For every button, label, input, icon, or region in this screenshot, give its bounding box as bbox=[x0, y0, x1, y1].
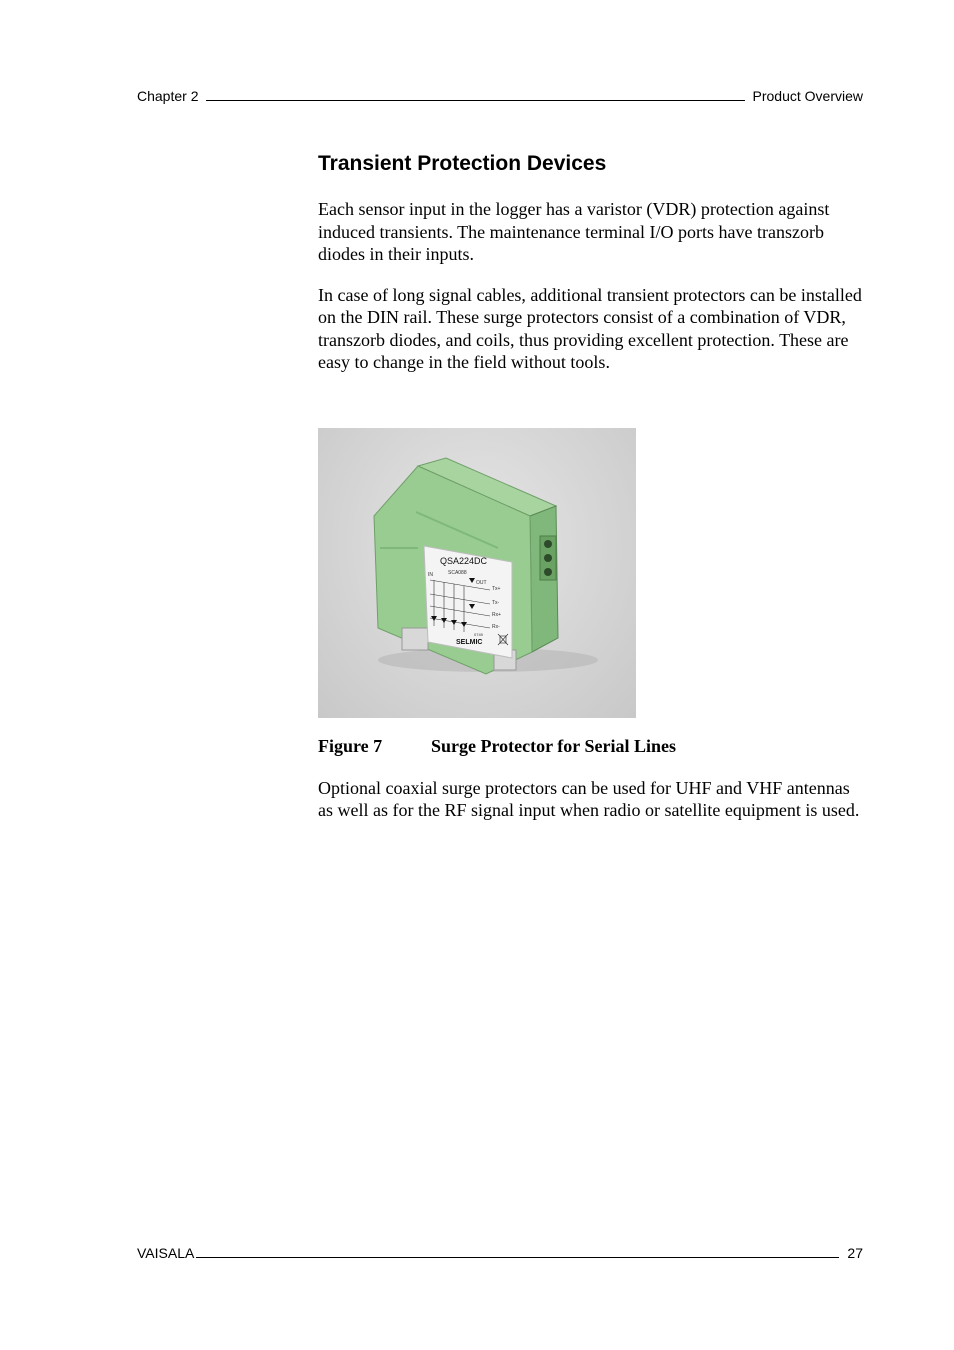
page-footer bbox=[137, 1244, 863, 1261]
figure-caption bbox=[318, 736, 868, 757]
surge-protector-photo bbox=[318, 428, 636, 718]
label-code2: 0749 bbox=[474, 631, 483, 637]
page-number: 27 bbox=[847, 1245, 863, 1261]
label-model: QSA224DC bbox=[440, 555, 488, 566]
paragraph-1: Each sensor input in the logger has a varistor (VDR) protection against induced transients. The maintenance terminal I/O ports have transzorb diodes in their inputs. bbox=[318, 199, 830, 264]
label-pin-4: Rx- bbox=[492, 623, 500, 630]
paragraph-2: In case of long signal cables, additional transient protectors can be installed on the DIN rail. These surge protectors consist of a combination of VDR, transzorb diodes, and coils, thus providing excellent protection. These are easy to change in the field without tools. bbox=[318, 284, 862, 372]
label-pin-2: Tx- bbox=[492, 599, 500, 606]
footer-rule bbox=[196, 1244, 839, 1258]
label-brand: SELMIC bbox=[456, 638, 483, 646]
paragraph-3: Optional coaxial surge protectors can be used for UHF and VHF antennas as well as for the RF signal input when radio or satellite equipment is used. bbox=[318, 777, 860, 820]
figure-image bbox=[318, 428, 636, 718]
label-in: IN bbox=[428, 571, 433, 578]
header-rule bbox=[206, 87, 744, 101]
header-section: Product Overview bbox=[752, 88, 863, 104]
label-pin-1: Tx+ bbox=[492, 585, 501, 592]
page-header bbox=[137, 87, 863, 104]
footer-company: VAISALA bbox=[137, 1245, 195, 1261]
header-chapter: Chapter 2 bbox=[137, 88, 199, 104]
figure-number: Figure 7 bbox=[318, 735, 383, 756]
figure-caption-text: Surge Protector for Serial Lines bbox=[431, 735, 676, 756]
label-code: SCA088 bbox=[448, 569, 467, 576]
label-out: OUT bbox=[476, 579, 487, 586]
section-title: Transient Protection Devices bbox=[318, 152, 607, 175]
label-pin-3: Rx+ bbox=[492, 611, 502, 618]
main-content bbox=[318, 152, 868, 840]
